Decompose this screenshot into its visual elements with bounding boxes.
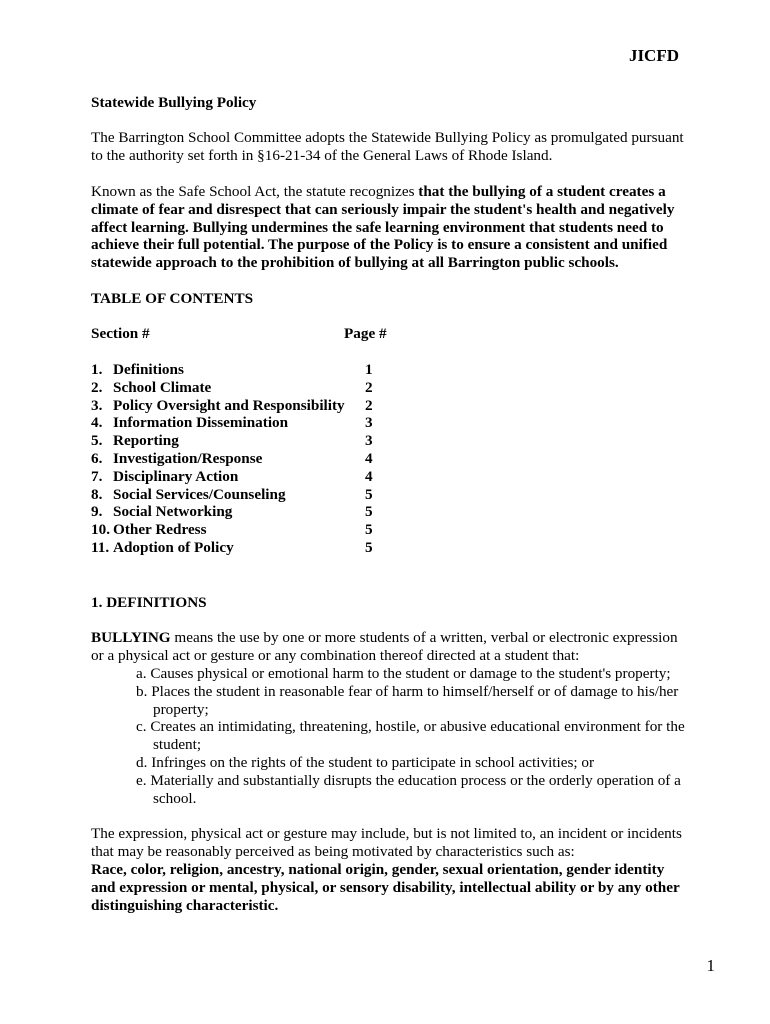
toc-entry-page: 3 [365, 414, 373, 432]
toc-entry [91, 432, 411, 450]
definition-item: c. Creates an intimidating, threatening, hostile, or abusive educational environment for the student; [136, 718, 685, 754]
toc-entry-title: Other Redress [113, 521, 207, 539]
toc-column-headers [91, 325, 411, 343]
definition-item: d. Infringes on the rights of the student to participate in school activities; or [136, 753, 595, 771]
toc-entry [91, 521, 411, 539]
toc-entry [91, 468, 411, 486]
toc-entry [91, 361, 411, 379]
purpose-bold: that the bullying of a student creates a climate of fear and disrespect that can seriously impair the student's health and negatively affect learning. Bullying undermines the safe learning environment that students need to achieve their full potential. The purpose of the Policy is to ensure a consistent and unified statewide approach to the prohibition of bullying at all Barrington public schools. [91, 183, 675, 272]
toc-entry-title: Adoption of Policy [113, 538, 234, 556]
toc-entry-page: 4 [365, 449, 373, 467]
toc-entry-page: 1 [365, 361, 373, 378]
toc-entry-title: Disciplinary Action [113, 467, 239, 485]
toc-entry-page: 5 [365, 503, 373, 521]
toc-entry-number: 6. [91, 449, 103, 467]
intro-paragraph: The Barrington School Committee adopts the Statewide Bullying Policy as promulgated pursuant to the authority set forth in §16-21-34 of the General Laws of Rhode Island. [91, 129, 684, 164]
toc-entry-title: Investigation/Response [113, 449, 263, 467]
toc-entry-page: 5 [365, 521, 373, 539]
toc-entry-page: 2 [365, 378, 373, 396]
toc-entry-title: Social Networking [113, 503, 233, 521]
page-number: 1 [706, 956, 715, 975]
toc-entry-title: Definitions [113, 361, 184, 378]
toc-page-header: Page # [344, 325, 387, 342]
toc-entry-page: 2 [365, 396, 373, 414]
toc-entry-title: Reporting [113, 432, 179, 450]
toc-entry [91, 539, 411, 557]
toc-entry [91, 379, 411, 397]
toc-entry [91, 414, 411, 432]
toc-entry-number: 9. [91, 503, 103, 521]
toc-entry-title: Policy Oversight and Responsibility [113, 396, 345, 414]
toc-entry [91, 450, 411, 468]
toc-entry-page: 4 [365, 467, 373, 485]
characteristics-paragraph: Race, color, religion, ancestry, national origin, gender, sexual orientation, gender identity and expression or mental, physical, or sensory disability, intellectual ability or by any other distinguishing characteristic. [91, 861, 680, 914]
toc-entry-title: School Climate [113, 378, 212, 396]
toc-entry-page: 5 [365, 538, 373, 556]
toc-entry [91, 397, 411, 415]
toc-entry-number: 10. [91, 521, 110, 539]
definition-items [91, 665, 691, 807]
definition-item: e. Materially and substantially disrupts the education process or the orderly operation of a school. [136, 771, 681, 807]
toc-entry-number: 11. [91, 538, 110, 556]
definitions-heading: 1. DEFINITIONS [91, 594, 207, 611]
bullying-definition [91, 629, 691, 665]
toc-entry-number: 4. [91, 414, 103, 432]
toc-entry [91, 503, 411, 521]
toc-entry-number: 1. [91, 361, 103, 378]
toc-entry-number: 3. [91, 396, 103, 414]
policy-code: JICFD [628, 46, 679, 65]
toc-section-header: Section # [91, 325, 150, 342]
toc-entry-number: 8. [91, 485, 103, 503]
expression-paragraph: The expression, physical act or gesture may include, but is not limited to, an incident or incidents that may be reasonably perceived as being motivated by characteristics such as: [91, 825, 682, 860]
toc-entry-page: 5 [365, 485, 373, 503]
bullying-term: BULLYING [91, 629, 171, 646]
definition-item: a. Causes physical or emotional harm to the student or damage to the student's property; [136, 665, 671, 682]
toc-entry [91, 486, 411, 504]
toc-entry-title: Information Dissemination [113, 414, 289, 432]
toc-entry-number: 7. [91, 467, 103, 485]
bullying-text: means the use by one or more students of a written, verbal or electronic expression or a physical act or gesture or any combination thereof directed at a student that: [91, 629, 678, 664]
toc-entry-title: Social Services/Counseling [113, 485, 286, 503]
toc-entry-number: 5. [91, 432, 103, 450]
toc-entry-number: 2. [91, 378, 103, 396]
toc-entry-page: 3 [365, 432, 373, 450]
definition-item: b. Places the student in reasonable fear of harm to himself/herself or of damage to his/her property; [136, 682, 679, 718]
purpose-lead: Known as the Safe School Act, the statute recognizes [91, 183, 419, 200]
purpose-paragraph [91, 183, 691, 272]
toc-heading: TABLE OF CONTENTS [91, 290, 254, 307]
document-title: Statewide Bullying Policy [91, 94, 257, 111]
toc-list [91, 361, 411, 557]
